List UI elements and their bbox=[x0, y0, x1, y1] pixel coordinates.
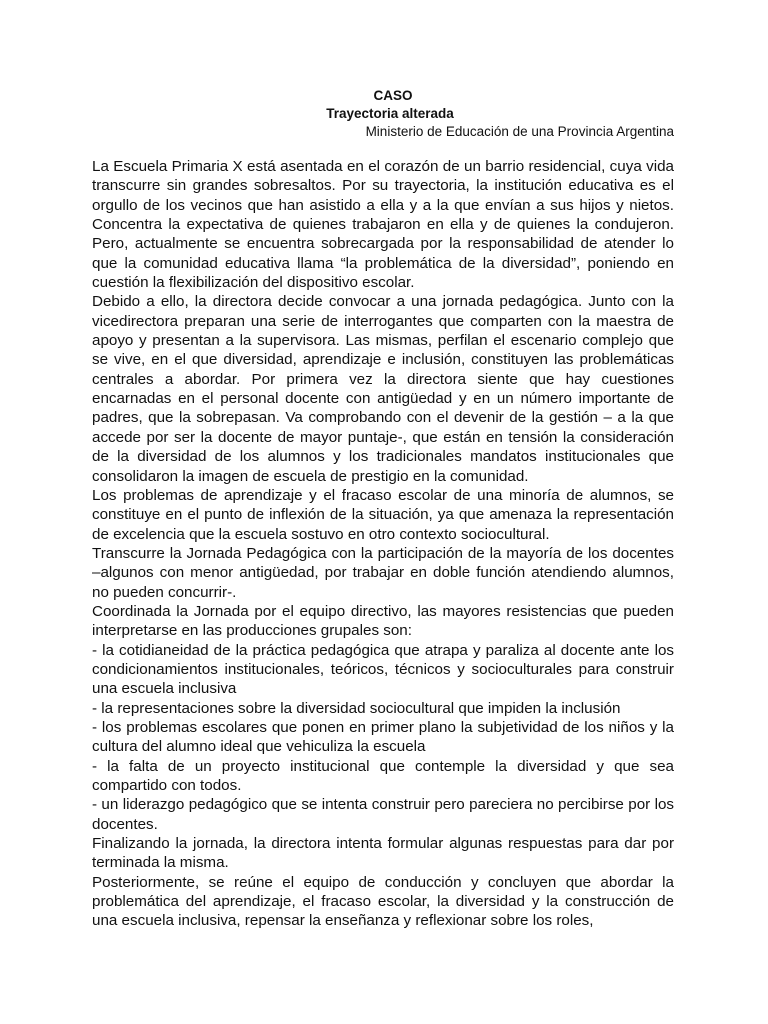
paragraph-intro: La Escuela Primaria X está asentada en el corazón de un barrio residencial, cuya vida transcurre sin grandes sobresaltos. Por su trayectoria, la institución educativa es el orgullo de los vecinos que han asistido a ella y a la que envían a sus hijos y nietos. Concentra la expectativa de quienes trabajaron en ella y de quienes la condujeron. Pero, actualmente se encuentra sobrecargada por la responsabilidad de atender lo que la comunidad educativa llama “la problemática de la diversidad”, poniendo en cuestión la flexibilización del dispositivo escolar. bbox=[92, 158, 674, 292]
document-page bbox=[92, 87, 674, 931]
document-title: CASO bbox=[373, 88, 413, 103]
document-source: Ministerio de Educación de una Provincia Argentina bbox=[365, 124, 674, 139]
list-item-liderazgo: - un liderazgo pedagógico que se intenta construir pero pareciera no percibirse por los docentes. bbox=[92, 796, 674, 833]
paragraph-coordinada: Coordinada la Jornada por el equipo directivo, las mayores resistencias que pueden interpretarse en las producciones grupales son: bbox=[92, 602, 674, 640]
list-item-proyecto: - la falta de un proyecto institucional que contemple la diversidad y que sea compartido con todos. bbox=[92, 757, 674, 794]
list-item-cotidianeidad: - la cotidianeidad de la práctica pedagógica que atrapa y paraliza al docente ante los condicionamientos institucionales, teóricos, técnicos y socioculturales para construir una escuela inclusiva bbox=[92, 641, 674, 698]
paragraph-transcurre: Transcurre la Jornada Pedagógica con la participación de la mayoría de los docentes –algunos con menor antigüedad, por trabajar en doble función atendiendo alumnos, no pueden concurrir-. bbox=[92, 544, 674, 601]
paragraph-finalizando: Finalizando la jornada, la directora intenta formular algunas respuestas para dar por terminada la misma. bbox=[92, 835, 674, 872]
list-item-representaciones: - la representaciones sobre la diversidad sociocultural que impiden la inclusión bbox=[92, 699, 621, 717]
paragraph-posteriormente: Posteriormente, se reúne el equipo de conducción y concluyen que abordar la problemática del aprendizaje, el fracaso escolar, la diversidad y la construcción de una escuela inclusiva, repensar la enseñanza y reflexionar sobre los roles, bbox=[92, 873, 674, 930]
paragraph-jornada: Debido a ello, la directora decide convocar a una jornada pedagógica. Junto con la vicedirectora preparan una serie de interrogantes que comparten con la maestra de apoyo y presentan a la supervisora. Las mismas, perfilan el escenario complejo que se vive, en el que diversidad, aprendizaje e inclusión, constituyen las problemáticas centrales a abordar. Por primera vez la directora siente que hay cuestiones encarnadas en el personal docente con antigüedad y en un número importante de padres, que la sobrepasan. Va comprobando con el devenir de la gestión – a la que accede por ser la docente de mayor puntaje-, que están en tensión la consideración de la diversidad de los alumnos y los tradicionales mandatos institucionales que consolidaron la imagen de escuela de prestigio en la comunidad. bbox=[92, 293, 674, 485]
list-item-problemas-escolares: - los problemas escolares que ponen en primer plano la subjetividad de los niños y la cultura del alumno ideal que vehiculiza la escuela bbox=[92, 718, 674, 756]
document-body bbox=[92, 157, 674, 931]
document-subtitle: Trayectoria alterada bbox=[326, 106, 454, 121]
paragraph-problemas: Los problemas de aprendizaje y el fracaso escolar de una minoría de alumnos, se constituye en el punto de inflexión de la situación, ya que amenaza la representación de excelencia que la escuela sostuvo en otro contexto sociocultural. bbox=[92, 486, 674, 543]
